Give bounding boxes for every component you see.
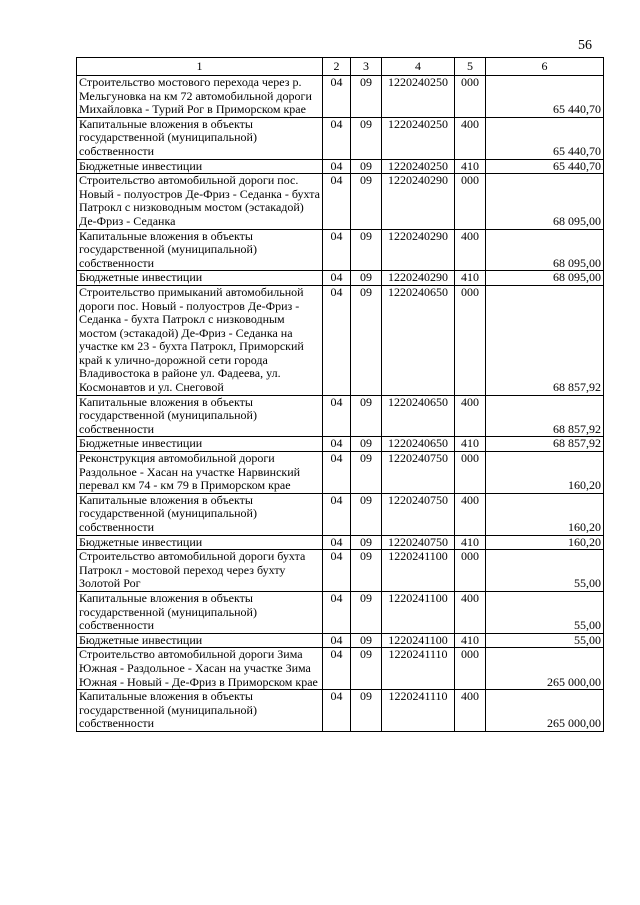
row-target-code-cell: 1220241100 (382, 633, 455, 648)
row-name-cell: Строительство автомобильной дороги Зима Южная - Раздольное - Хасан на участке Зима Южная - Новый - Де-Фриз в Приморском крае (77, 648, 323, 690)
table-row (77, 395, 604, 437)
table-row (77, 535, 604, 550)
row-name-cell: Бюджетные инвестиции (77, 633, 323, 648)
row-expense-type-cell: 400 (455, 229, 486, 271)
row-target-code-cell: 1220241110 (382, 690, 455, 732)
row-target-code-cell: 1220240290 (382, 229, 455, 271)
row-expense-type-cell: 410 (455, 535, 486, 550)
table-row (77, 159, 604, 174)
table-row (77, 648, 604, 690)
row-name-cell: Капитальные вложения в объекты государственной (муниципальной) собственности (77, 690, 323, 732)
row-section-cell: 04 (323, 591, 351, 633)
row-expense-type-cell: 000 (455, 174, 486, 229)
row-amount-cell: 65 440,70 (486, 76, 604, 118)
row-expense-type-cell: 000 (455, 648, 486, 690)
row-subsection-cell: 09 (351, 648, 382, 690)
table-row (77, 174, 604, 229)
row-expense-type-cell: 410 (455, 633, 486, 648)
table-row (77, 229, 604, 271)
row-target-code-cell: 1220241100 (382, 550, 455, 592)
table-row (77, 493, 604, 535)
table-row (77, 690, 604, 732)
row-section-cell: 04 (323, 229, 351, 271)
row-amount-cell: 68 095,00 (486, 229, 604, 271)
row-name-cell: Капитальные вложения в объекты государственной (муниципальной) собственности (77, 229, 323, 271)
header-col-3: 3 (351, 58, 382, 76)
row-section-cell: 04 (323, 648, 351, 690)
header-col-5: 5 (455, 58, 486, 76)
table-row (77, 452, 604, 494)
row-amount-cell: 68 857,92 (486, 437, 604, 452)
row-section-cell: 04 (323, 76, 351, 118)
row-target-code-cell: 1220240750 (382, 535, 455, 550)
row-amount-cell: 265 000,00 (486, 690, 604, 732)
row-section-cell: 04 (323, 633, 351, 648)
row-subsection-cell: 09 (351, 271, 382, 286)
row-expense-type-cell: 000 (455, 452, 486, 494)
row-name-cell: Бюджетные инвестиции (77, 159, 323, 174)
table-row (77, 76, 604, 118)
row-amount-cell: 68 095,00 (486, 271, 604, 286)
row-target-code-cell: 1220241100 (382, 591, 455, 633)
row-amount-cell: 160,20 (486, 493, 604, 535)
header-col-4: 4 (382, 58, 455, 76)
row-expense-type-cell: 000 (455, 550, 486, 592)
row-subsection-cell: 09 (351, 535, 382, 550)
row-name-cell: Бюджетные инвестиции (77, 271, 323, 286)
row-section-cell: 04 (323, 437, 351, 452)
row-name-cell: Капитальные вложения в объекты государственной (муниципальной) собственности (77, 591, 323, 633)
row-expense-type-cell: 410 (455, 159, 486, 174)
row-subsection-cell: 09 (351, 437, 382, 452)
row-section-cell: 04 (323, 452, 351, 494)
row-section-cell: 04 (323, 395, 351, 437)
row-section-cell: 04 (323, 117, 351, 159)
row-target-code-cell: 1220240250 (382, 76, 455, 118)
table-row (77, 285, 604, 395)
row-section-cell: 04 (323, 271, 351, 286)
table-row (77, 550, 604, 592)
row-subsection-cell: 09 (351, 76, 382, 118)
row-expense-type-cell: 000 (455, 285, 486, 395)
row-amount-cell: 65 440,70 (486, 159, 604, 174)
table-row (77, 117, 604, 159)
row-amount-cell: 65 440,70 (486, 117, 604, 159)
row-expense-type-cell: 400 (455, 591, 486, 633)
row-target-code-cell: 1220240650 (382, 395, 455, 437)
row-section-cell: 04 (323, 493, 351, 535)
row-section-cell: 04 (323, 285, 351, 395)
row-name-cell: Капитальные вложения в объекты государственной (муниципальной) собственности (77, 493, 323, 535)
table-header-row (77, 58, 604, 76)
row-target-code-cell: 1220241110 (382, 648, 455, 690)
row-subsection-cell: 09 (351, 452, 382, 494)
row-target-code-cell: 1220240750 (382, 452, 455, 494)
table-row (77, 591, 604, 633)
row-target-code-cell: 1220240250 (382, 117, 455, 159)
row-target-code-cell: 1220240250 (382, 159, 455, 174)
row-subsection-cell: 09 (351, 395, 382, 437)
table-row (77, 633, 604, 648)
row-section-cell: 04 (323, 159, 351, 174)
row-expense-type-cell: 410 (455, 271, 486, 286)
row-target-code-cell: 1220240650 (382, 437, 455, 452)
row-target-code-cell: 1220240650 (382, 285, 455, 395)
row-name-cell: Капитальные вложения в объекты государственной (муниципальной) собственности (77, 395, 323, 437)
row-expense-type-cell: 000 (455, 76, 486, 118)
row-amount-cell: 55,00 (486, 550, 604, 592)
table-body (77, 76, 604, 732)
header-col-1: 1 (77, 58, 323, 76)
row-subsection-cell: 09 (351, 229, 382, 271)
row-subsection-cell: 09 (351, 591, 382, 633)
row-amount-cell: 265 000,00 (486, 648, 604, 690)
row-name-cell: Капитальные вложения в объекты государственной (муниципальной) собственности (77, 117, 323, 159)
row-name-cell: Реконструкция автомобильной дороги Раздольное - Хасан на участке Нарвинский перевал км 74 - км 79 в Приморском крае (77, 452, 323, 494)
row-subsection-cell: 09 (351, 159, 382, 174)
row-subsection-cell: 09 (351, 117, 382, 159)
row-name-cell: Строительство мостового перехода через р. Мельгуновка на км 72 автомобильной дороги Михайловка - Турий Рог в Приморском крае (77, 76, 323, 118)
row-subsection-cell: 09 (351, 690, 382, 732)
row-expense-type-cell: 400 (455, 493, 486, 535)
row-target-code-cell: 1220240290 (382, 174, 455, 229)
row-section-cell: 04 (323, 535, 351, 550)
row-name-cell: Строительство примыканий автомобильной дороги пос. Новый - полуостров Де-Фриз - Седанка - бухта Патрокл с низководным мостом (эстакадой) Де-Фриз - Седанка на участке км 23 - бухта Патрокл, Приморский край к улично-дорожной сети города Владивостока в районе ул. Фадеева, ул. Космонавтов и ул. Снеговой (77, 285, 323, 395)
row-amount-cell: 55,00 (486, 633, 604, 648)
row-subsection-cell: 09 (351, 285, 382, 395)
row-subsection-cell: 09 (351, 633, 382, 648)
row-amount-cell: 68 095,00 (486, 174, 604, 229)
row-amount-cell: 160,20 (486, 452, 604, 494)
row-name-cell: Строительство автомобильной дороги пос. Новый - полуостров Де-Фриз - Седанка - бухта Патрокл с низководным мостом (эстакадой) Де-Фриз - Седанка (77, 174, 323, 229)
row-amount-cell: 160,20 (486, 535, 604, 550)
row-subsection-cell: 09 (351, 550, 382, 592)
row-target-code-cell: 1220240290 (382, 271, 455, 286)
row-amount-cell: 55,00 (486, 591, 604, 633)
table-row (77, 437, 604, 452)
row-name-cell: Бюджетные инвестиции (77, 535, 323, 550)
row-expense-type-cell: 400 (455, 690, 486, 732)
row-amount-cell: 68 857,92 (486, 285, 604, 395)
row-section-cell: 04 (323, 690, 351, 732)
row-subsection-cell: 09 (351, 174, 382, 229)
row-name-cell: Бюджетные инвестиции (77, 437, 323, 452)
table-row (77, 271, 604, 286)
row-subsection-cell: 09 (351, 493, 382, 535)
row-expense-type-cell: 400 (455, 395, 486, 437)
budget-table (76, 57, 604, 732)
page-number: 56 (578, 38, 592, 53)
row-expense-type-cell: 400 (455, 117, 486, 159)
header-col-6: 6 (486, 58, 604, 76)
row-section-cell: 04 (323, 550, 351, 592)
row-amount-cell: 68 857,92 (486, 395, 604, 437)
row-expense-type-cell: 410 (455, 437, 486, 452)
header-col-2: 2 (323, 58, 351, 76)
row-target-code-cell: 1220240750 (382, 493, 455, 535)
row-section-cell: 04 (323, 174, 351, 229)
row-name-cell: Строительство автомобильной дороги бухта Патрокл - мостовой переход через бухту Золотой Рог (77, 550, 323, 592)
